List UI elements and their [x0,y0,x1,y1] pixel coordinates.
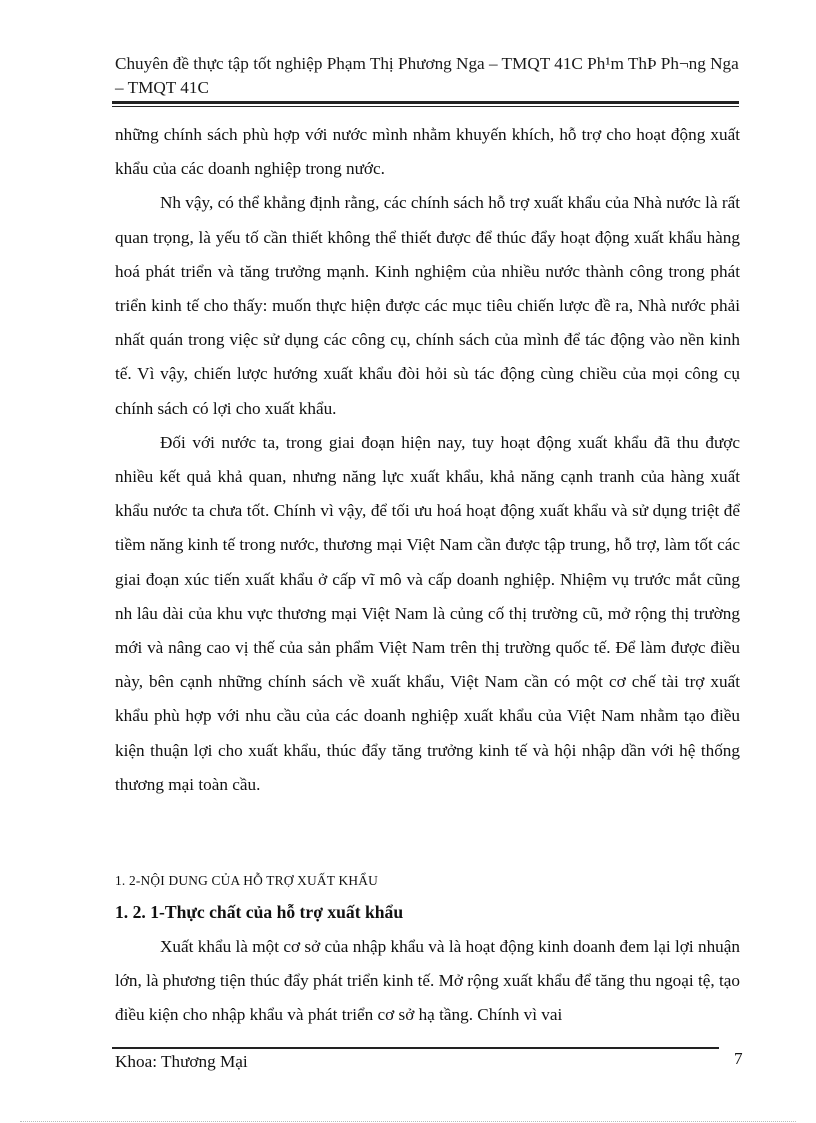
section-body [115,930,740,1033]
subsection-heading: 1. 2. 1-Thực chất của hỗ trợ xuất khẩu [115,902,404,922]
page-header: Chuyên đề thực tập tốt nghiệp Phạm Thị Phương Nga – TMQT 41C Ph¹m ThÞ Ph¬ng Nga – TMQT 41C [115,54,739,97]
paragraph: Đối với nước ta, trong giai đoạn hiện nay, tuy hoạt động xuất khẩu đã thu được nhiều kết quả khả quan, nhưng năng lực xuất khẩu, khả năng cạnh tranh của hàng xuất khẩu nước ta chưa tốt. Chính vì vậy, để tối ưu hoá hoạt động xuất khẩu và sử dụng triệt để tiềm năng kinh tế trong nước, thương mại Việt Nam cần được tập trung, hỗ trợ, làm tốt các giai đoạn xúc tiến xuất khẩu ở cấp vĩ mô và cấp doanh nghiệp. Nhiệm vụ trước mắt cũng nh lâu dài của khu vực thương mại Việt Nam là củng cố thị trường cũ, mở rộng thị trường mới và nâng cao vị thế của sản phẩm Việt Nam trên thị trường quốc tế. Để làm được điều này, bên cạnh những chính sách về xuất khẩu, Việt Nam cần có một cơ chế tài trợ xuất khẩu phù hợp với nhu cầu của các doanh nghiệp xuất khẩu của Việt Nam nhằm tạo điều kiện thuận lợi cho xuất khẩu, thúc đẩy tăng trưởng kinh tế và hội nhập dần với hệ thống thương mại toàn cầu. [115,432,740,794]
paragraph: Nh vậy, có thể khẳng định rằng, các chính sách hỗ trợ xuất khẩu của Nhà nước là rất quan trọng, là yếu tố cần thiết không thể thiết được để thúc đẩy hoạt động xuất khẩu hàng hoá phát triển và tăng trưởng mạnh. Kinh nghiệm của nhiều nước thành công trong phát triển kinh tế cho thấy: muốn thực hiện được các mục tiêu chiến lược đề ra, Nhà nước phải nhất quán trong việc sử dụng các công cụ, chính sách của mình để tác động vào nền kinh tế. Vì vậy, chiến lược hướng xuất khẩu đòi hỏi sù tác động cùng chiều của mọi công cụ chính sách có lợi cho xuất khẩu. [115,193,740,418]
paragraph-continued: những chính sách phù hợp với nước mình nhằm khuyến khích, hỗ trợ cho hoạt động xuất khẩu của các doanh nghiệp trong nước. [115,125,740,179]
footer-divider [112,1047,719,1049]
footer-faculty: Khoa: Thương Mại [115,1052,248,1071]
header-divider [112,101,739,107]
section-heading: 1. 2-NỘI DUNG CỦA HỖ TRỢ XUẤT KHẨU [115,873,378,888]
paragraph: Xuất khẩu là một cơ sở của nhập khẩu và là hoạt động kinh doanh đem lại lợi nhuận lớn, là phương tiện thúc đẩy phát triển kinh tế. Mở rộng xuất khẩu để tăng thu ngoại tệ, tạo điều kiện cho nhập khẩu và phát triển cơ sở hạ tầng. Chính vì vai [115,937,740,1025]
main-body [115,118,740,802]
page-number: 7 [734,1049,743,1068]
page-bottom-dotted-line [20,1121,796,1122]
